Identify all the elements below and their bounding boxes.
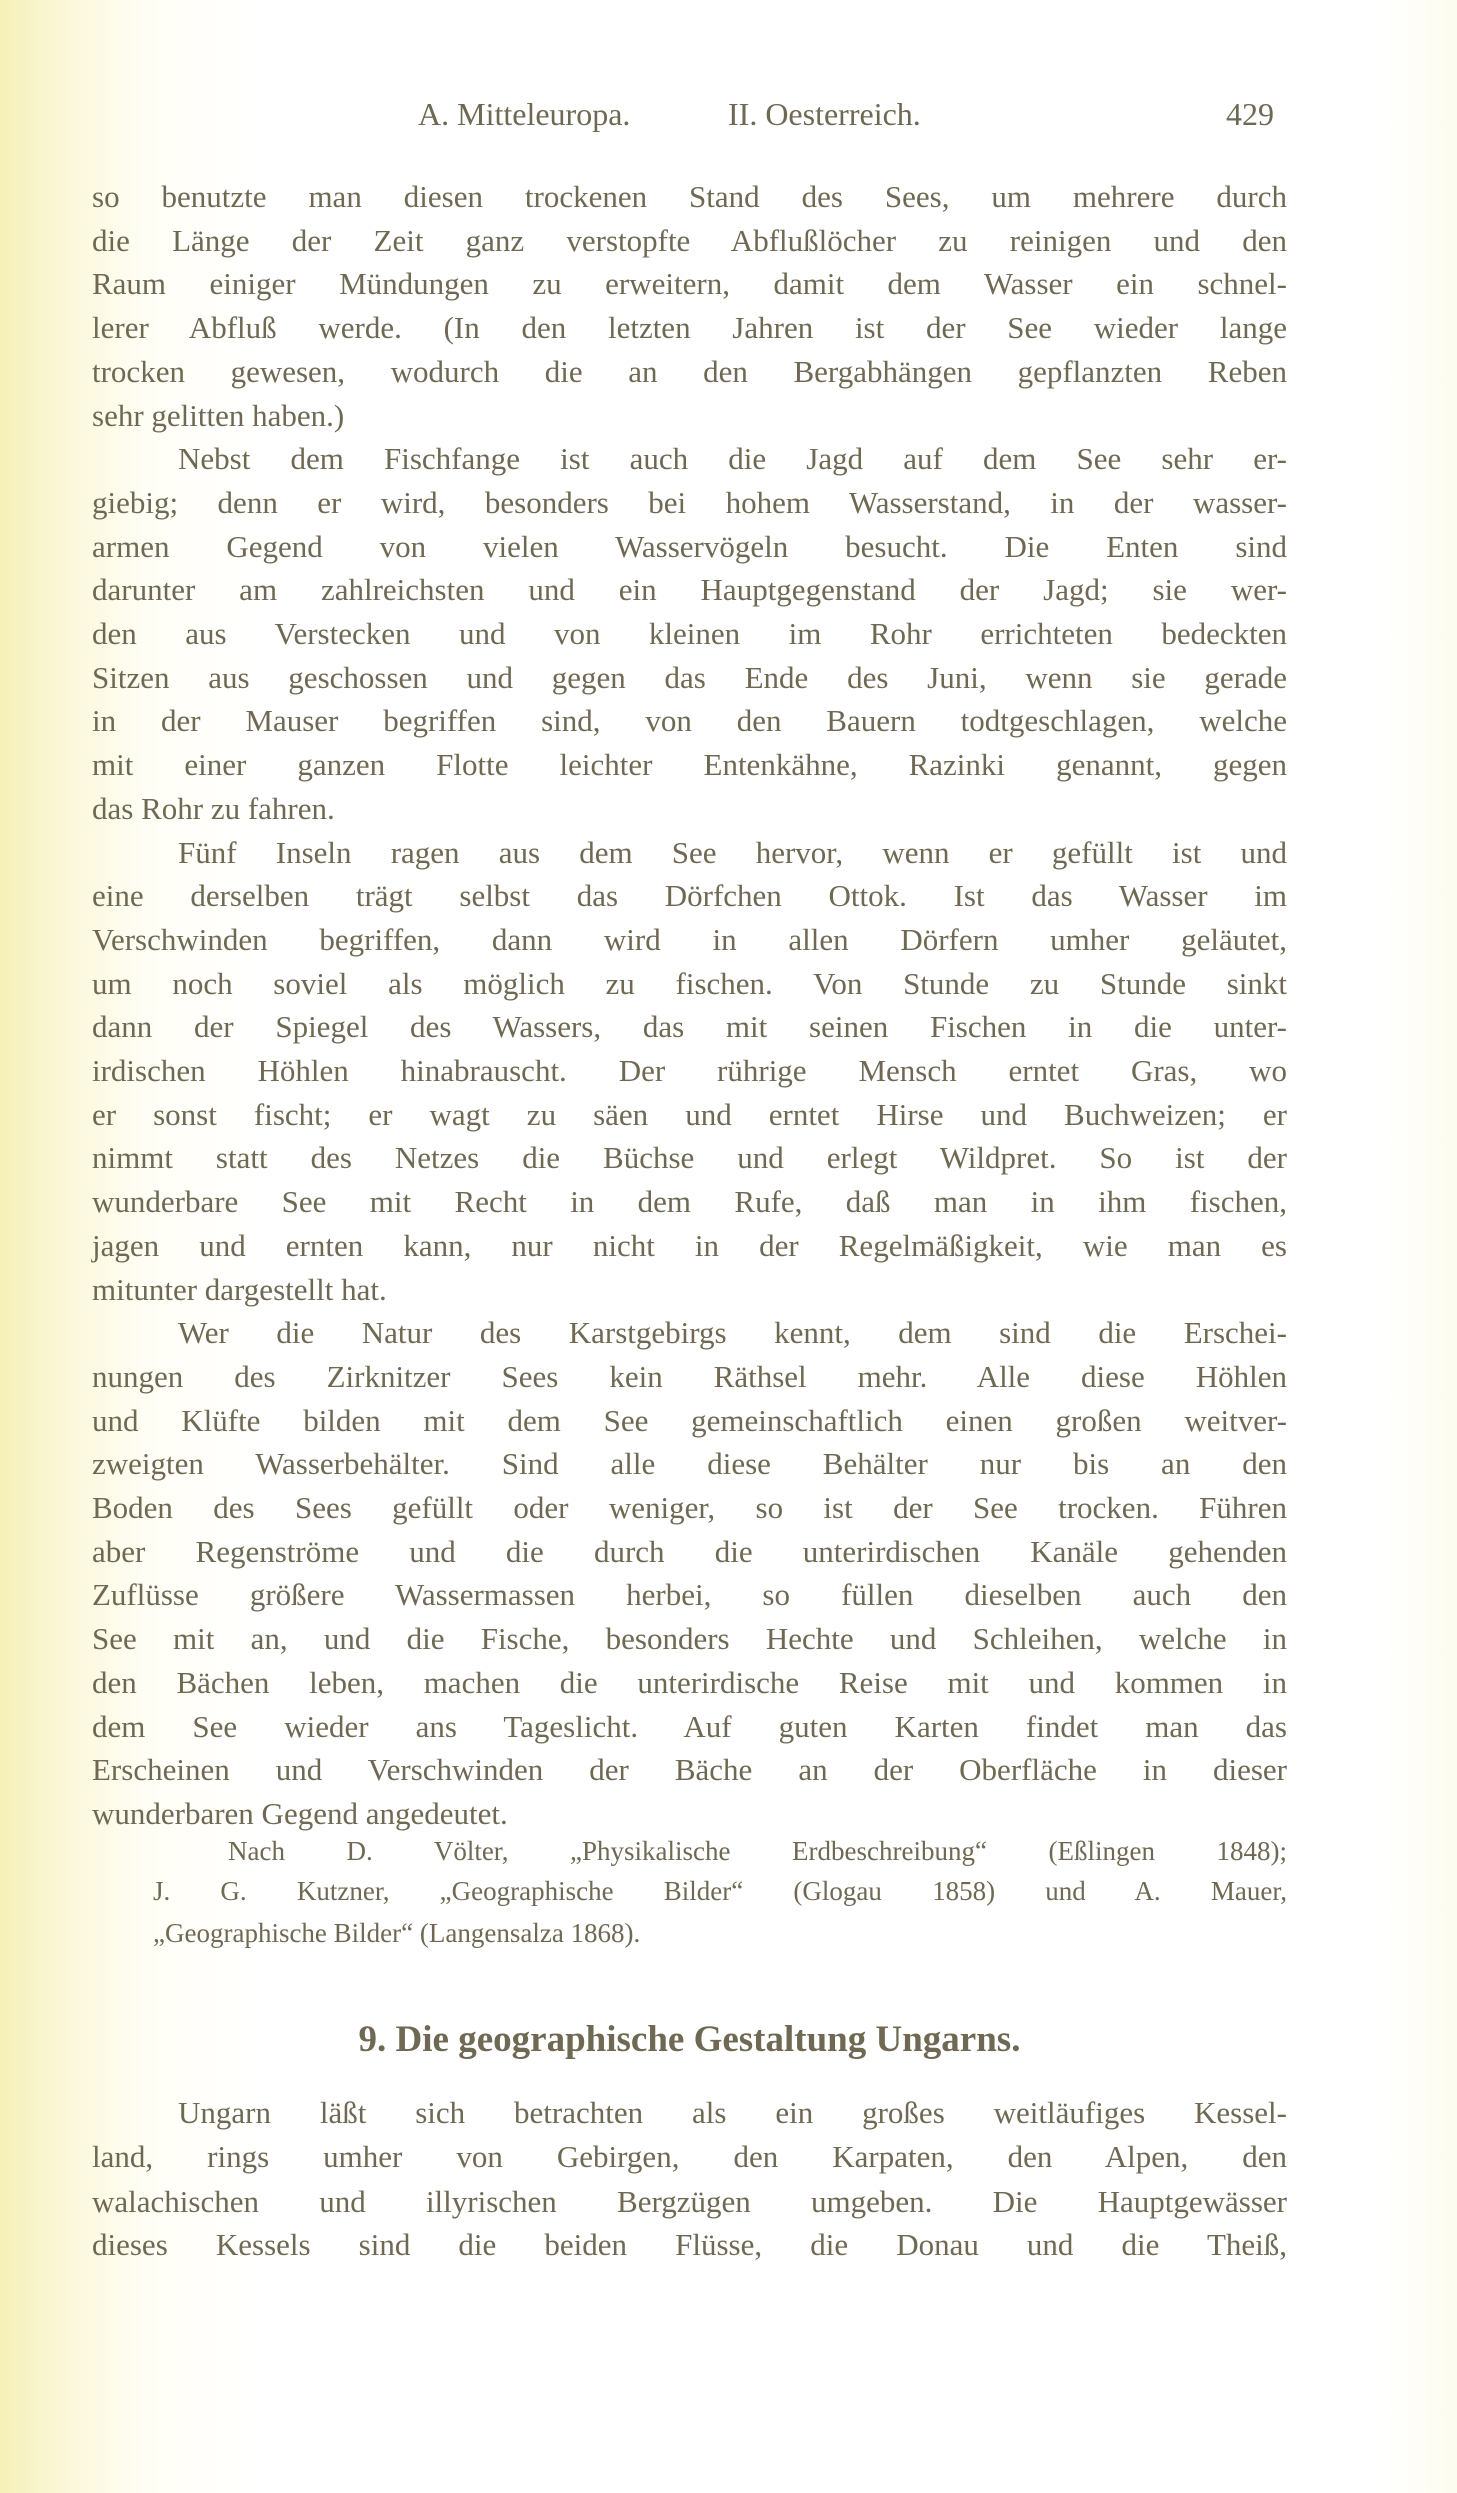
text-line: in der Mauser begriffen sind, von den Bauern todtgeschlagen, welche [92,703,1287,739]
text-line: aber Regenströme und die durch die unterirdischen Kanäle gehenden [92,1533,1287,1569]
text-line: zweigten Wasserbehälter. Sind alle diese Behälter nur bis an den [92,1446,1287,1482]
text-line: sehr gelitten haben.) [92,397,345,433]
text-line: trocken gewesen, wodurch die an den Bergabhängen gepflanzten Reben [92,353,1287,389]
text-line: den aus Verstecken und von kleinen im Rohr errichteten bedeckten [92,616,1287,651]
text-line: Raum einiger Mündungen zu erweitern, damit dem Wasser ein schnel- [92,266,1287,302]
running-header-section: A. Mitteleuropa. [418,96,631,132]
text-line: den Bächen leben, machen die unterirdische Reise mit und kommen in [92,1664,1287,1700]
text-line: armen Gegend von vielen Wasservögeln besucht. Die Enten sind [92,528,1287,564]
text-line: Wer die Natur des Karstgebirgs kennt, dem sind die Erschei- [178,1315,1287,1351]
text-line: walachischen und illyrischen Bergzügen umgeben. Die Hauptgewässer [92,2184,1287,2219]
text-line: mitunter dargestellt hat. [92,1271,387,1307]
text-line: lerer Abfluß werde. (In den letzten Jahren ist der See wieder lange [92,310,1287,346]
text-line: eine derselben trägt selbst das Dörfchen Ottok. Ist das Wasser im [92,878,1287,914]
citation-line: „Geographische Bilder“ (Langensalza 1868). [153,1918,641,1948]
citation-line: Nach D. Völter, „Physikalische Erdbeschreibung“ (Eßlingen 1848); [228,1836,1287,1866]
text-line: See mit an, und die Fische, besonders Hechte und Schleihen, welche in [92,1621,1287,1657]
text-line: Boden des Sees gefüllt oder weniger, so ist der See trocken. Führen [92,1490,1287,1525]
text-line: land, rings umher von Gebirgen, den Karpaten, den Alpen, den [92,2139,1287,2174]
text-line: er sonst fischt; er wagt zu säen und erntet Hirse und Buchweizen; er [92,1096,1287,1132]
text-line: darunter am zahlreichsten und ein Hauptgegenstand der Jagd; sie wer- [92,572,1287,608]
page-number: 429 [1226,96,1274,132]
text-line: die Länge der Zeit ganz verstopfte Abflußlöcher zu reinigen und den [92,222,1287,258]
text-line: dann der Spiegel des Wassers, das mit seinen Fischen in die unter- [92,1009,1287,1045]
text-line: Fünf Inseln ragen aus dem See hervor, wenn er gefüllt ist und [178,834,1287,870]
citation-line: J. G. Kutzner, „Geographische Bilder“ (Glogau 1858) und A. Mauer, [153,1876,1287,1906]
text-line: irdischen Höhlen hinabrauscht. Der rührige Mensch erntet Gras, wo [92,1053,1287,1088]
text-line: das Rohr zu fahren. [92,790,335,826]
running-header-subsection: II. Oesterreich. [728,96,921,132]
text-line: dieses Kessels sind die beiden Flüsse, die Donau und die Theiß, [92,2227,1287,2262]
text-line: Zuflüsse größere Wassermassen herbei, so füllen dieselben auch den [92,1577,1287,1613]
text-line: um noch soviel als möglich zu fischen. Von Stunde zu Stunde sinkt [92,965,1287,1001]
text-line: so benutzte man diesen trockenen Stand des Sees, um mehrere durch [92,179,1287,214]
text-line: wunderbaren Gegend angedeutet. [92,1795,508,1831]
section-heading: 9. Die geographische Gestaltung Ungarns. [358,2019,1021,2060]
text-line: und Klüfte bilden mit dem See gemeinschaftlich einen großen weitver- [92,1402,1287,1438]
text-line: Nebst dem Fischfange ist auch die Jagd auf dem See sehr er- [178,441,1287,477]
text-line: giebig; denn er wird, besonders bei hohem Wasserstand, in der wasser- [92,484,1287,520]
text-line: dem See wieder ans Tageslicht. Auf guten Karten findet man das [92,1708,1287,1744]
text-line: Verschwinden begriffen, dann wird in allen Dörfern umher geläutet, [92,921,1287,957]
text-line: jagen und ernten kann, nur nicht in der Regelmäßigkeit, wie man es [92,1227,1287,1263]
text-line: nimmt statt des Netzes die Büchse und erlegt Wildpret. So ist der [92,1140,1287,1176]
text-line: nungen des Zirknitzer Sees kein Räthsel mehr. Alle diese Höhlen [92,1358,1287,1394]
text-line: Ungarn läßt sich betrachten als ein großes weitläufiges Kessel- [178,2095,1287,2130]
text-line: Erscheinen und Verschwinden der Bäche an der Oberfläche in dieser [92,1752,1287,1788]
text-line: Sitzen aus geschossen und gegen das Ende des Juni, wenn sie gerade [92,659,1287,695]
text-line: wunderbare See mit Recht in dem Rufe, daß man in ihm fischen, [92,1184,1287,1220]
text-line: mit einer ganzen Flotte leichter Entenkähne, Razinki genannt, gegen [92,747,1287,783]
